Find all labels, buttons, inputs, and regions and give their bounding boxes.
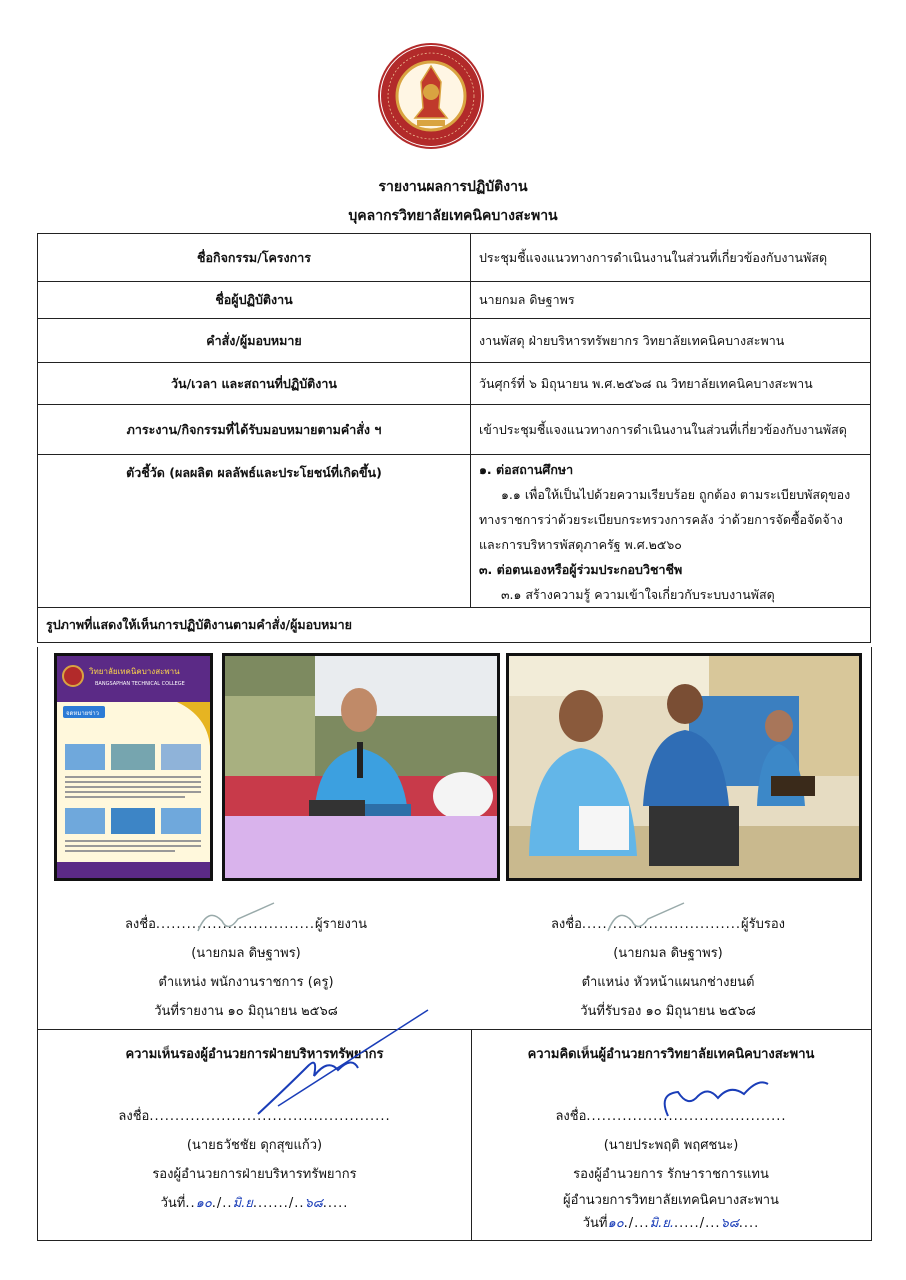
- director-name: (นายประพฤติ พฤศชนะ): [603, 1138, 739, 1153]
- table-row: [38, 363, 871, 405]
- report-title: รายงานผลการปฏิบัติงาน: [378, 179, 528, 195]
- director-opinion: ความคิดเห็นผู้อำนวยการวิทยาลัยเทคนิคบางสะพาน ลงชื่อ....................................... (นายประพฤติ พฤศชนะ) รองผู้อำนวยการ รักษาราชการแทน ผู้อำนวยการวิทยาลัยเทคนิคบางสะพาน วันที่๑๐./...มิ.ย....../...๖๘....: [471, 1030, 871, 1240]
- reporter-name: (นายกมล ดิษฐาพร): [191, 946, 301, 961]
- deputy-date-month: มิ.ย: [232, 1196, 253, 1211]
- attendees-photo: [506, 653, 862, 881]
- deputy-heading: ความเห็นรองผู้อำนวยการฝ่ายบริหารทรัพยากร: [125, 1047, 384, 1062]
- table-row: [38, 234, 871, 282]
- report-table: [37, 233, 871, 643]
- row-label: ภาระงาน/กิจกรรมที่ได้รับมอบหมายตามคำสั่ง ฯ: [38, 405, 471, 455]
- row-value: งานพัสดุ ฝ่ายบริหารทรัพยากร วิทยาลัยเทคนิคบางสะพาน: [471, 319, 871, 363]
- date-prefix: วันที่: [160, 1196, 186, 1211]
- sign-prefix: ลงชื่อ: [124, 917, 156, 932]
- certifier-signature-block: ลงชื่อ...............................ผู้รับรอง (นายกมล ดิษฐาพร) ตำแหน่ง หัวหน้าแผนกช่างยนต์ วันที่รับรอง ๑๐ มิถุนายน ๒๕๖๘: [508, 910, 828, 1026]
- director-date-day: ๑๐: [607, 1216, 624, 1231]
- deputy-position: รองผู้อำนวยการฝ่ายบริหารทรัพยากร: [152, 1167, 357, 1182]
- date-prefix: วันที่: [582, 1216, 608, 1231]
- poster-college-th: วิทยาลัยเทคนิคบางสะพาน: [89, 667, 180, 676]
- director-date-month: มิ.ย.: [649, 1216, 675, 1231]
- deputy-name: (นายธวัชชัย ดุกสุขแก้ว): [186, 1138, 323, 1153]
- indicator-item: ทางราชการว่าด้วยระเบียบกระทรวงการคลัง ว่าด้วยการจัดซื้อจัดจ้าง: [479, 512, 843, 527]
- reporter-role: ผู้รายงาน: [315, 917, 368, 932]
- row-label: คำสั่ง/ผู้มอบหมาย: [38, 319, 471, 363]
- row-label: ชื่อกิจกรรม/โครงการ: [38, 234, 471, 282]
- reporter-signature-block: ลงชื่อ...............................ผู้รายงาน (นายกมล ดิษฐาพร) ตำแหน่ง พนักงานราชการ (ครู) วันที่รายงาน ๑๐ มิถุนายน ๒๕๖๘: [86, 910, 406, 1026]
- row-value: วันศุกร์ที่ ๖ มิถุนายน พ.ศ.๒๕๖๘ ณ วิทยาลัยเทคนิคบางสะพาน: [471, 363, 871, 405]
- row-label: ชื่อผู้ปฏิบัติงาน: [38, 282, 471, 319]
- director-position: รองผู้อำนวยการ รักษาราชการแทน: [573, 1167, 769, 1182]
- deputy-handwritten-signature: [218, 1006, 458, 1126]
- report-date: วันที่รายงาน ๑๐ มิถุนายน ๒๕๖๘: [154, 1004, 338, 1019]
- reporter-position: ตำแหน่ง พนักงานราชการ (ครู): [158, 975, 334, 990]
- director-date-year: ๖๘: [720, 1216, 739, 1231]
- row-value: เข้าประชุมชี้แจงแนวทางการดำเนินงานในส่วนที่เกี่ยวข้องกับงานพัสดุ: [471, 405, 871, 455]
- indicator-section-3: ๓. ต่อตนเองหรือผู้ร่วมประกอบวิชาชีพ: [479, 562, 683, 577]
- sign-prefix: ลงชื่อ: [118, 1109, 150, 1124]
- deputy-date-year: ๖๘: [304, 1196, 323, 1211]
- table-row: [38, 319, 871, 363]
- handwritten-signature: [188, 901, 278, 941]
- poster-badge: จดหมายข่าว: [66, 710, 100, 717]
- indicator-value: [471, 455, 871, 608]
- deputy-date-day: ๑๐: [195, 1196, 212, 1211]
- row-label: วัน/เวลา และสถานที่ปฏิบัติงาน: [38, 363, 471, 405]
- indicator-item: ๓.๑ สร้างความรู้ ความเข้าใจเกี่ยวกับระบบงานพัสดุ: [501, 587, 775, 602]
- photo-section-title: รูปภาพที่แสดงให้เห็นการปฏิบัติงานตามคำสั่ง/ผู้มอบหมาย: [38, 608, 871, 643]
- director-handwritten-signature: [648, 1074, 788, 1124]
- director-heading: ความคิดเห็นผู้อำนวยการวิทยาลัยเทคนิคบางสะพาน: [527, 1047, 815, 1062]
- newsletter-poster-image: [54, 653, 213, 881]
- table-row: [38, 405, 871, 455]
- report-subtitle: บุคลากรวิทยาลัยเทคนิคบางสะพาน: [348, 208, 558, 224]
- college-logo: [377, 42, 485, 150]
- poster-college-en: BANGSAPHAN TECHNICAL COLLEGE: [95, 681, 185, 687]
- table-row-indicators: [38, 455, 871, 608]
- indicator-section-1: ๑. ต่อสถานศึกษา: [479, 462, 574, 477]
- sign-prefix: ลงชื่อ: [550, 917, 582, 932]
- certifier-name: (นายกมล ดิษฐาพร): [613, 946, 723, 961]
- photo-strip: [37, 647, 872, 887]
- indicator-item: ๑.๑ เพื่อให้เป็นไปด้วยความเรียบร้อย ถูกต้อง ตามระเบียบพัสดุของ: [501, 487, 851, 502]
- certify-date: วันที่รับรอง ๑๐ มิถุนายน ๒๕๖๘: [580, 1004, 756, 1019]
- certifier-role: ผู้รับรอง: [741, 917, 786, 932]
- deputy-director-opinion: ความเห็นรองผู้อำนวยการฝ่ายบริหารทรัพยากร ลงชื่อ............................................... (นายธวัชชัย ดุกสุขแก้ว) รองผู้อำนวยการฝ่ายบริหารทรัพยากร วันที่..๑๐./..มิ.ย......./..๖๘.....: [38, 1030, 472, 1240]
- row-value: นายกมล ดิษฐาพร: [471, 282, 871, 319]
- table-row: [38, 282, 871, 319]
- row-label: ตัวชี้วัด (ผลผลิต ผลลัพธ์และประโยชน์ที่เกิดขึ้น): [38, 455, 471, 608]
- indicator-item: และการบริหารพัสดุภาครัฐ พ.ศ.๒๕๖๐: [479, 537, 682, 552]
- certifier-position: ตำแหน่ง หัวหน้าแผนกช่างยนต์: [581, 975, 755, 990]
- approval-section: [37, 1029, 872, 1241]
- table-row-photo-title: [38, 608, 871, 643]
- director-position-2: ผู้อำนวยการวิทยาลัยเทคนิคบางสะพาน: [563, 1193, 779, 1208]
- speaker-photo: [222, 653, 500, 881]
- row-value: ประชุมชี้แจงแนวทางการดำเนินงานในส่วนที่เกี่ยวข้องกับงานพัสดุ: [471, 234, 871, 282]
- handwritten-signature: [598, 901, 688, 941]
- sign-prefix: ลงชื่อ: [555, 1109, 587, 1124]
